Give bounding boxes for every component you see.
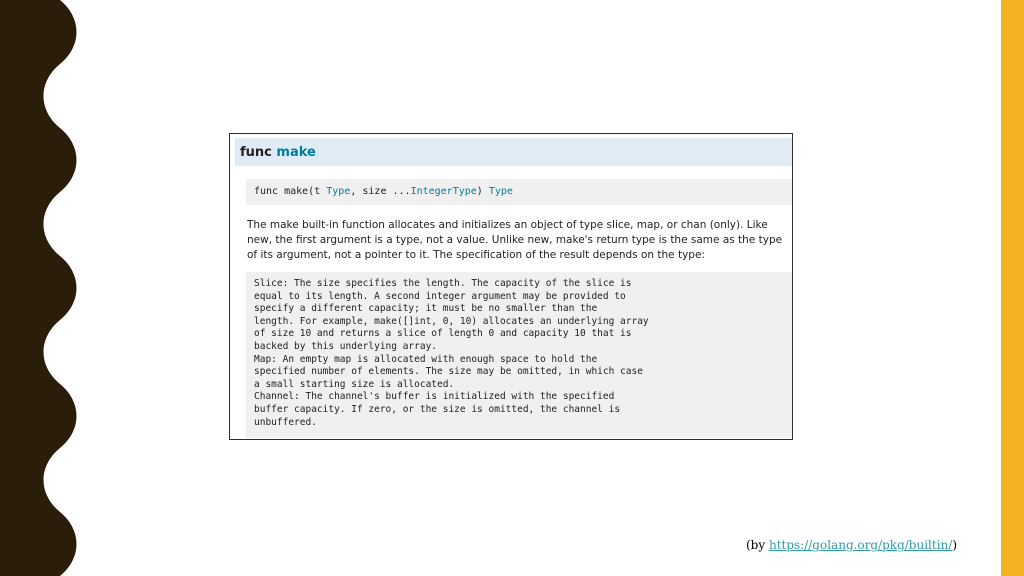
right-accent-bar	[1001, 0, 1024, 576]
signature-part-1: func make(t	[254, 186, 327, 197]
source-caption	[746, 538, 957, 552]
details-line: length. For example, make([]int, 0, 10) allocates an underlying array	[254, 315, 649, 327]
details-line: Channel: The channel's buffer is initialized with the specified	[254, 391, 615, 403]
details-line: unbuffered.	[254, 416, 317, 428]
details-line: Map: An empty map is allocated with enough space to hold the	[254, 353, 598, 365]
details-line: a small starting size is allocated.	[254, 378, 455, 390]
details-line: Slice: The size specifies the length. The capacity of the slice is	[254, 278, 632, 289]
func-keyword: func	[240, 145, 272, 160]
wavy-border-shape	[0, 0, 77, 576]
integer-type-link[interactable]: IntegerType	[410, 186, 477, 197]
right-accent-bar-fill	[1001, 0, 1024, 576]
type-link[interactable]: Type	[326, 186, 351, 197]
func-signature	[246, 179, 793, 205]
func-description: The make built-in function allocates and initializes an object of type slice, map, or chan (only). Like new, the first argument is a type, not a value. Unlike new, make's return type is the same as the type of its argument, not a pointer to it. The specification of the result depends on the type:	[247, 219, 783, 261]
caption-prefix: (by	[746, 538, 769, 552]
details-line: specified number of elements. The size may be omitted, in which case	[254, 366, 643, 378]
source-link[interactable]: https://golang.org/pkg/builtin/	[768, 538, 953, 552]
wavy-left-border	[0, 0, 80, 576]
details-line: backed by this underlying array.	[254, 340, 438, 352]
func-name-link[interactable]: make	[276, 145, 316, 160]
func-header	[235, 138, 793, 166]
signature-part-2: , size ...	[350, 186, 411, 197]
func-details-code-block	[246, 272, 793, 438]
caption-suffix: )	[952, 538, 958, 552]
details-line: of size 10 and returns a slice of length 0 and capacity 10 that is	[254, 328, 632, 340]
doc-screenshot-panel	[229, 133, 793, 440]
signature-part-3: )	[476, 186, 489, 197]
details-line: buffer capacity. If zero, or the size is omitted, the channel is	[254, 403, 621, 415]
details-line: equal to its length. A second integer argument may be provided to	[254, 290, 626, 302]
details-line: specify a different capacity; it must be no smaller than the	[254, 303, 598, 315]
return-type-link[interactable]: Type	[488, 186, 513, 197]
